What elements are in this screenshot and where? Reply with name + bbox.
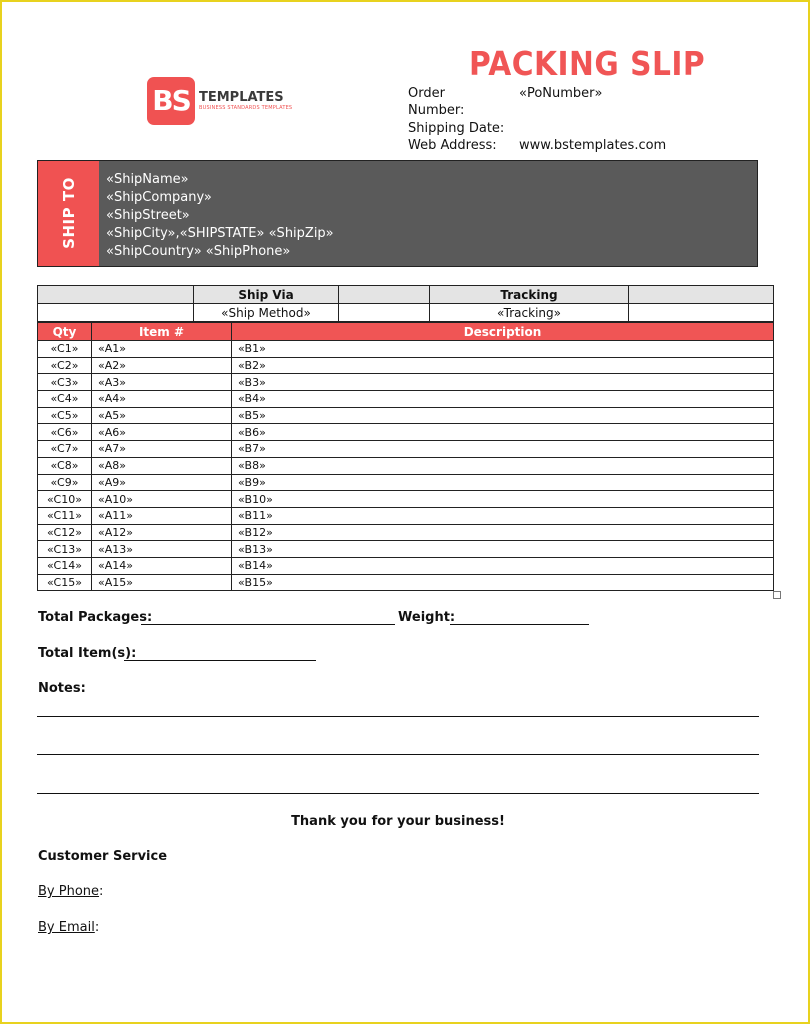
shipping-blank-cell [629, 304, 774, 322]
item-number-cell: «A11» [92, 507, 232, 524]
description-cell: «B2» [232, 357, 774, 374]
item-row [38, 457, 774, 474]
item-number-header: Item # [92, 323, 232, 341]
qty-cell: «C5» [38, 407, 92, 424]
description-header: Description [232, 323, 774, 341]
item-row [38, 341, 774, 358]
item-number-cell: «A5» [92, 407, 232, 424]
weight-label: Weight: [398, 610, 456, 625]
shipping-table-header [38, 286, 774, 304]
description-cell: «B1» [232, 341, 774, 358]
logo-tagline: BUSINESS STANDARDS TEMPLATES [199, 105, 293, 111]
qty-cell: «C11» [38, 507, 92, 524]
item-row [38, 474, 774, 491]
qty-cell: «C13» [38, 541, 92, 558]
logo-initials: BS [147, 77, 195, 125]
shipping-table-values [38, 304, 774, 322]
logo-name: TEMPLATES [199, 90, 284, 105]
phone-colon: : [99, 884, 104, 899]
item-row [38, 424, 774, 441]
phone-contact [38, 884, 103, 899]
description-cell: «B4» [232, 391, 774, 408]
item-row [38, 557, 774, 574]
shipping-blank-cell [38, 304, 194, 322]
shipping-table [37, 285, 774, 322]
ship-to-city-state-zip: «ShipCity»,«SHIPSTATE» «ShipZip» [106, 226, 334, 241]
ship-to-side-band [38, 161, 99, 266]
shipping-blank-cell [339, 286, 430, 304]
item-number-cell: «A4» [92, 391, 232, 408]
item-number-cell: «A2» [92, 357, 232, 374]
items-table-header [38, 323, 774, 341]
qty-cell: «C12» [38, 524, 92, 541]
ship-to-street: «ShipStreet» [106, 208, 190, 223]
phone-label: By Phone [38, 884, 100, 899]
customer-service-heading: Customer Service [38, 849, 168, 864]
description-cell: «B7» [232, 441, 774, 458]
item-number-cell: «A3» [92, 374, 232, 391]
qty-cell: «C14» [38, 557, 92, 574]
item-row [38, 441, 774, 458]
ship-to-company: «ShipCompany» [106, 190, 212, 205]
item-row [38, 374, 774, 391]
ship-to-country-phone: «ShipCountry» «ShipPhone» [106, 244, 291, 259]
email-contact [38, 920, 99, 935]
item-number-cell: «A9» [92, 474, 232, 491]
qty-cell: «C10» [38, 491, 92, 508]
order-number-label-line1: Order [408, 86, 445, 101]
description-cell: «B6» [232, 424, 774, 441]
description-cell: «B10» [232, 491, 774, 508]
ship-to-name: «ShipName» [106, 172, 189, 187]
thank-you-message: Thank you for your business! [291, 814, 505, 829]
item-row [38, 491, 774, 508]
order-number-label-line2: Number: [408, 103, 465, 118]
description-cell: «B8» [232, 457, 774, 474]
description-cell: «B13» [232, 541, 774, 558]
qty-cell: «C1» [38, 341, 92, 358]
item-number-cell: «A15» [92, 574, 232, 591]
document-title: PACKING SLIP [469, 44, 706, 83]
qty-cell: «C4» [38, 391, 92, 408]
total-items-line [124, 660, 316, 661]
description-cell: «B14» [232, 557, 774, 574]
item-number-cell: «A10» [92, 491, 232, 508]
description-cell: «B12» [232, 524, 774, 541]
notes-line [37, 793, 759, 794]
description-cell: «B5» [232, 407, 774, 424]
item-number-cell: «A14» [92, 557, 232, 574]
qty-cell: «C8» [38, 457, 92, 474]
ship-to-label: SHIP TO [60, 177, 78, 249]
item-row [38, 357, 774, 374]
qty-cell: «C15» [38, 574, 92, 591]
web-address-value: www.bstemplates.com [519, 138, 667, 153]
weight-line [450, 624, 589, 625]
qty-cell: «C2» [38, 357, 92, 374]
item-number-cell: «A13» [92, 541, 232, 558]
shipping-blank-cell [339, 304, 430, 322]
qty-cell: «C9» [38, 474, 92, 491]
item-number-cell: «A12» [92, 524, 232, 541]
item-number-cell: «A8» [92, 457, 232, 474]
shipping-date-label: Shipping Date: [408, 121, 505, 136]
total-packages-label: Total Packages: [38, 610, 153, 625]
table-resize-handle [773, 591, 781, 599]
notes-line [37, 716, 759, 717]
total-packages-line [141, 624, 395, 625]
qty-cell: «C6» [38, 424, 92, 441]
item-row [38, 574, 774, 591]
notes-line [37, 754, 759, 755]
qty-cell: «C3» [38, 374, 92, 391]
email-colon: : [94, 920, 100, 935]
email-label: By Email [38, 920, 95, 935]
item-row [38, 507, 774, 524]
item-row [38, 407, 774, 424]
shipping-blank-cell [38, 286, 194, 304]
description-cell: «B11» [232, 507, 774, 524]
qty-header: Qty [38, 323, 92, 341]
shipping-blank-cell [629, 286, 774, 304]
item-row [38, 541, 774, 558]
notes-label: Notes: [38, 681, 86, 696]
description-cell: «B3» [232, 374, 774, 391]
total-items-label: Total Item(s): [38, 646, 137, 661]
ship-via-header: Ship Via [194, 286, 339, 304]
item-row [38, 391, 774, 408]
tracking-header: Tracking [430, 286, 629, 304]
tracking-value: «Tracking» [430, 304, 629, 322]
ship-via-value: «Ship Method» [194, 304, 339, 322]
order-number-value: «PoNumber» [519, 86, 603, 101]
item-number-cell: «A1» [92, 341, 232, 358]
ship-to-box [37, 160, 758, 267]
description-cell: «B9» [232, 474, 774, 491]
item-row [38, 524, 774, 541]
description-cell: «B15» [232, 574, 774, 591]
qty-cell: «C7» [38, 441, 92, 458]
item-number-cell: «A7» [92, 441, 232, 458]
ship-to-address [106, 171, 334, 261]
item-number-cell: «A6» [92, 424, 232, 441]
items-table [37, 322, 774, 591]
web-address-label: Web Address: [408, 138, 497, 153]
